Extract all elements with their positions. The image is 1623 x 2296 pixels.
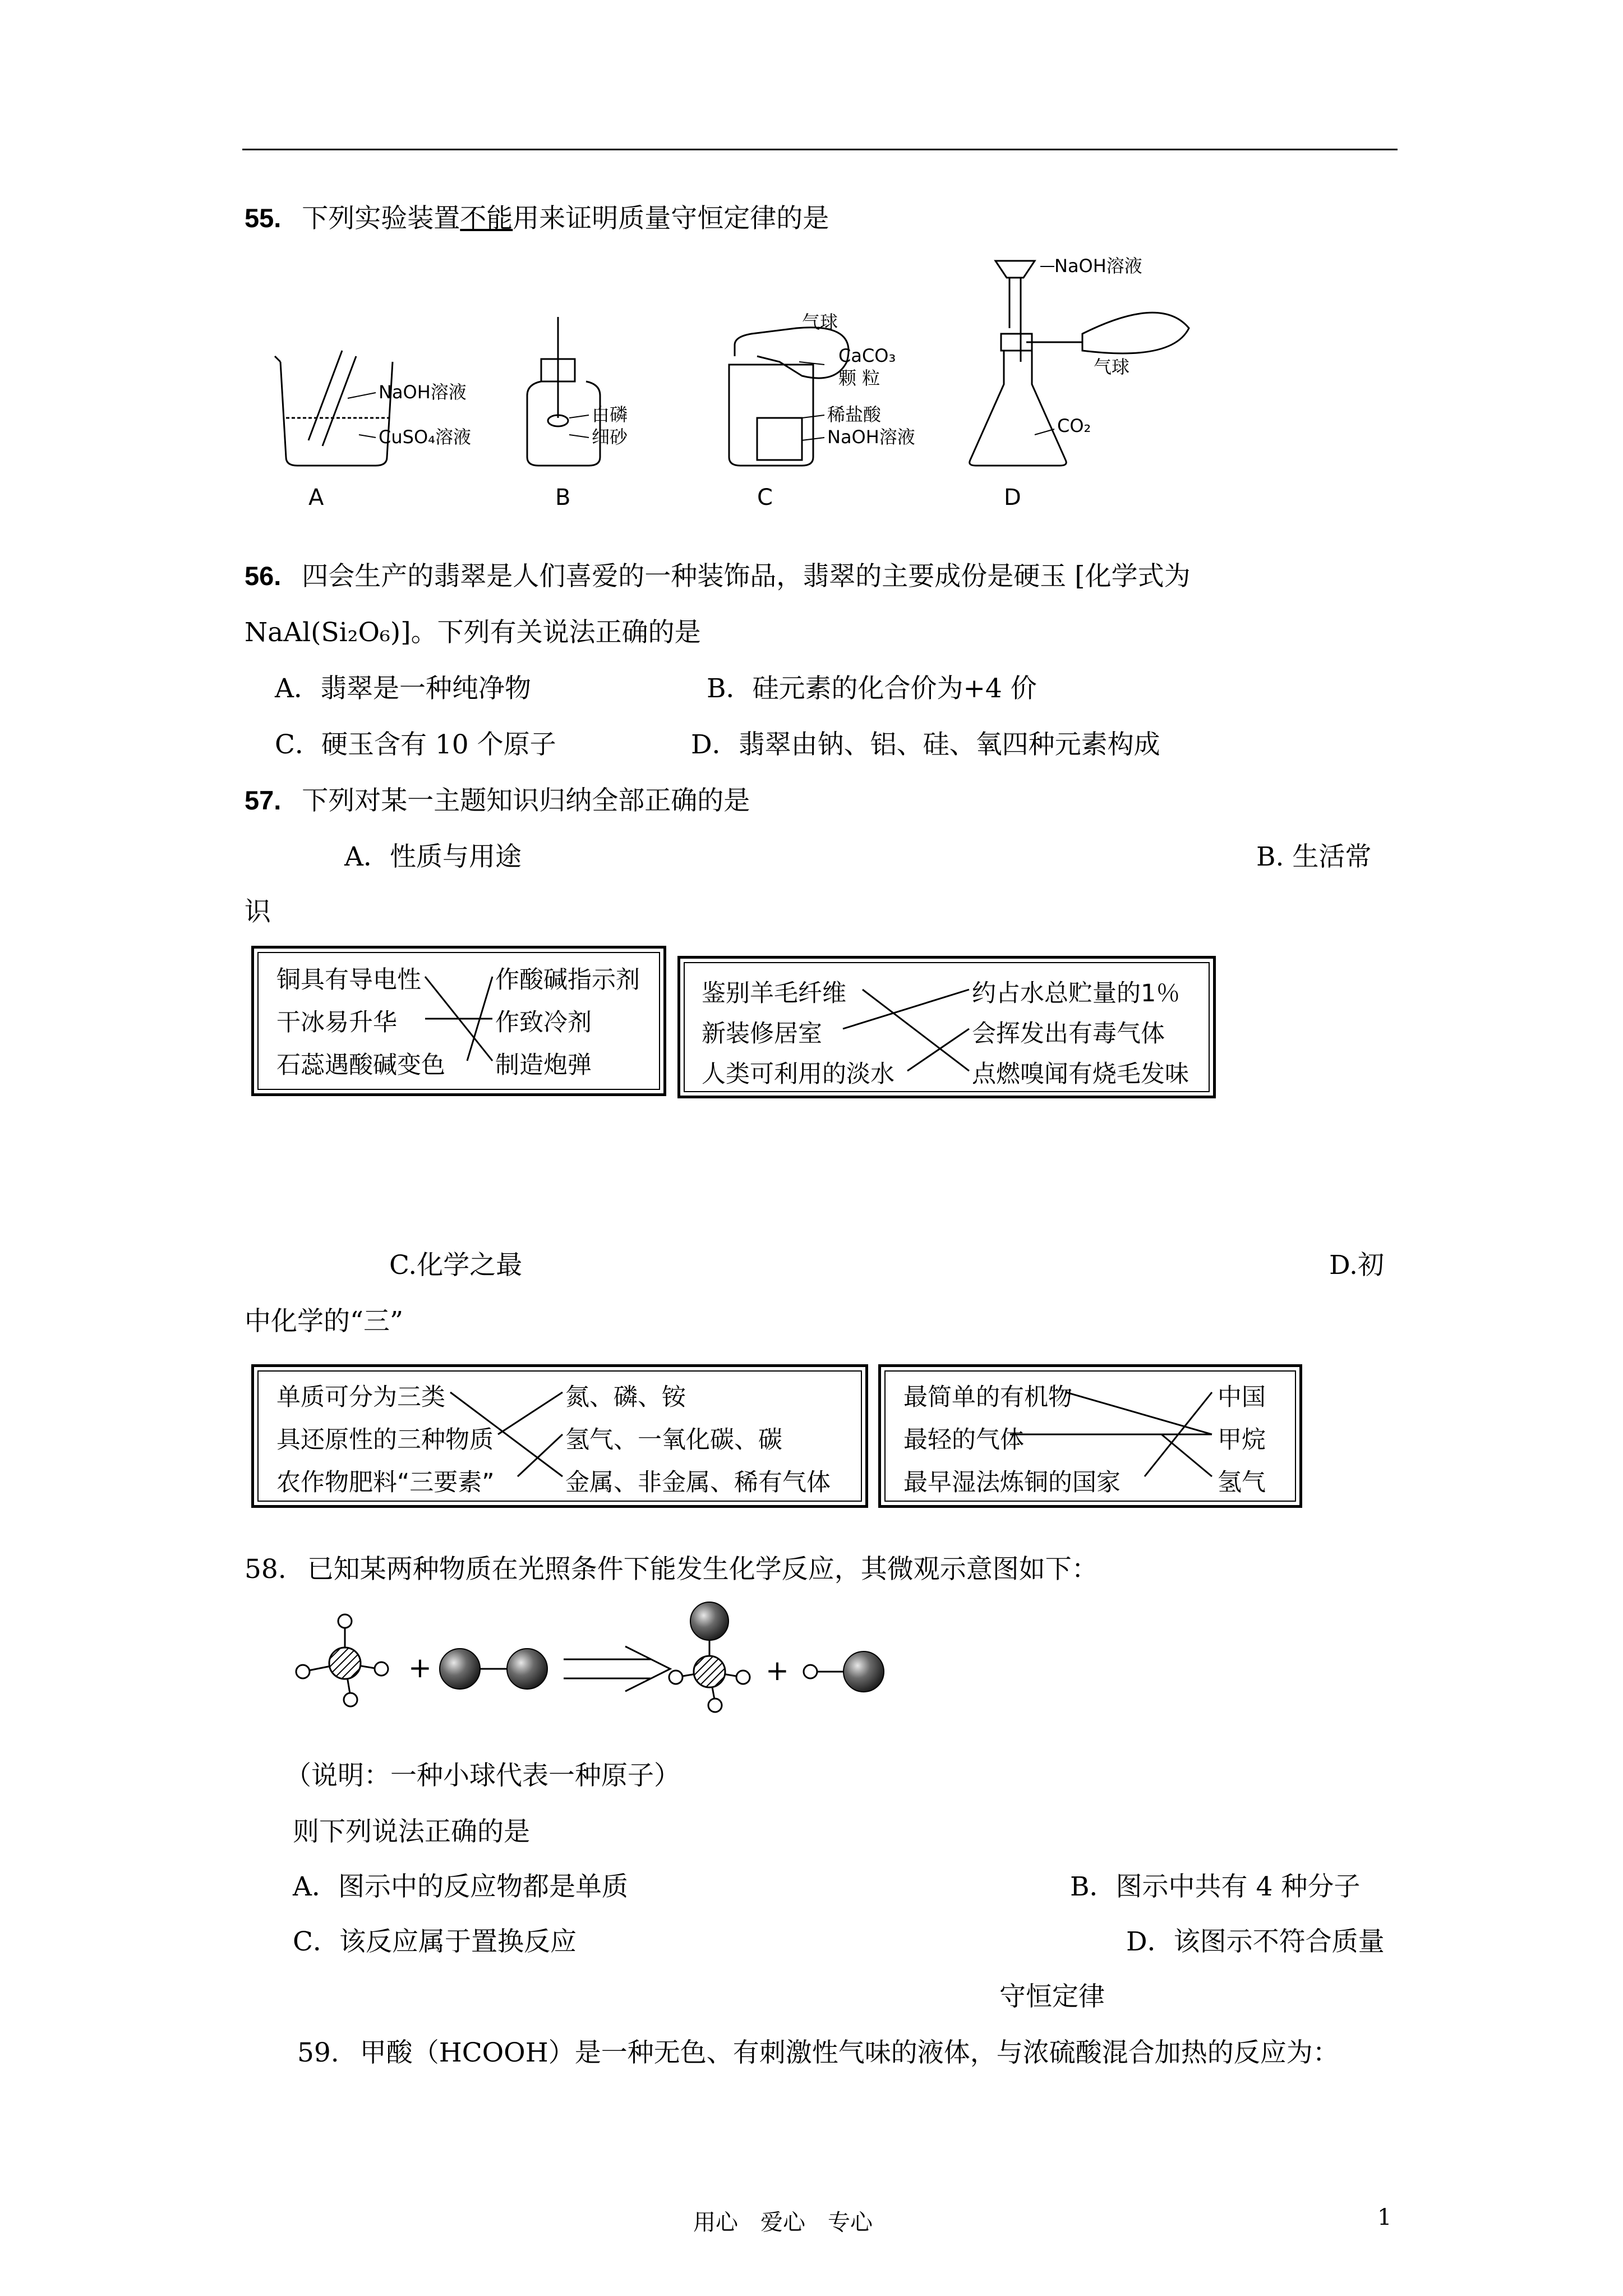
apparatus-d xyxy=(970,255,1189,510)
option-d: D．该图示不符合质量 xyxy=(1126,1926,1385,1957)
box-a-left-2: 干冰易升华 xyxy=(276,1009,397,1037)
question-text: 四会生产的翡翠是人们喜爱的一种装饰品，翡翠的主要成份是硬玉 [化学式为 xyxy=(302,561,1191,592)
option-a-title: A．性质与用途 xyxy=(344,841,522,872)
phosphorus-label: 白磷 xyxy=(592,404,628,425)
reaction-arrow xyxy=(564,1646,670,1691)
box-b-right-3: 点燃嗅闻有烧毛发味 xyxy=(972,1060,1189,1088)
match-box-c xyxy=(251,1364,868,1508)
option-c: C．硬玉含有 10 个原子 xyxy=(275,729,556,760)
plus-sign-2: + xyxy=(766,1654,789,1687)
box-b-right-2: 会挥发出有毒气体 xyxy=(972,1020,1165,1048)
apparatus-a xyxy=(275,351,471,510)
question-59 xyxy=(297,2032,1339,2069)
question-number: 57. xyxy=(245,785,282,815)
question-text: 甲酸（HCOOH）是一种无色、有刺激性气味的液体，与浓硫酸混合加热的反应为： xyxy=(359,2037,1339,2068)
label-b: B xyxy=(555,485,571,510)
chloromethane-molecule xyxy=(669,1602,750,1712)
box-b-lines xyxy=(680,959,1213,1096)
apparatus-figure xyxy=(264,250,1217,519)
question-55 xyxy=(245,197,829,235)
box-b-left-2: 新装修居室 xyxy=(702,1020,822,1048)
box-a-right-1: 作酸碱指示剂 xyxy=(495,966,640,994)
granules-label: 颗 粒 xyxy=(838,367,880,389)
label-c: C xyxy=(757,485,773,510)
question-number: 56. xyxy=(245,561,282,591)
question-number: 59. xyxy=(297,2037,339,2068)
apparatus-c xyxy=(729,311,915,510)
hcl-label: 稀盐酸 xyxy=(827,404,882,425)
box-c-left-3: 农作物肥料“三要素” xyxy=(276,1469,495,1497)
box-c-left-1: 单质可分为三类 xyxy=(276,1383,445,1411)
sand-label: 细砂 xyxy=(592,426,628,448)
question-56-line2: NaAl(Si₂O₆)]。下列有关说法正确的是 xyxy=(245,617,701,648)
box-b-right-1: 约占水总贮量的1％ xyxy=(972,979,1181,1007)
question-text: 已知某两种物质在光照条件下能发生化学反应，其微观示意图如下： xyxy=(307,1554,1098,1585)
box-a-right-3: 制造炮弹 xyxy=(495,1051,592,1079)
option-c-title: C.化学之最 xyxy=(389,1250,523,1281)
match-box-d xyxy=(878,1364,1302,1508)
label-a: A xyxy=(308,485,324,510)
box-d-right-1: 中国 xyxy=(1218,1383,1266,1411)
box-d-right-2: 甲烷 xyxy=(1218,1426,1266,1454)
question-56 xyxy=(245,555,1191,593)
box-d-left-1: 最简单的有机物 xyxy=(903,1383,1072,1411)
box-b-left-1: 鉴别羊毛纤维 xyxy=(702,979,846,1007)
question-text-rest: 用来证明质量守恒定律的是 xyxy=(513,203,829,234)
question-number: 55. xyxy=(245,203,282,233)
page-number: 1 xyxy=(1377,2205,1392,2230)
question-number: 58. xyxy=(245,1554,287,1585)
option-d-cont: 守恒定律 xyxy=(999,1981,1105,2012)
option-b: B．硅元素的化合价为+4 价 xyxy=(707,673,1037,704)
underlined-text: 不能 xyxy=(460,203,513,234)
naoh-label: NaOH溶液 xyxy=(379,381,467,403)
question-58 xyxy=(245,1548,1098,1586)
chlorine-molecule xyxy=(440,1649,547,1689)
option-a: A．翡翠是一种纯净物 xyxy=(275,673,531,704)
cuso4-label: CuSO₄溶液 xyxy=(379,426,471,448)
co2-label: CO₂ xyxy=(1057,415,1091,436)
caco3-label: CaCO₃ xyxy=(838,345,896,366)
box-d-left-3: 最早湿法炼铜的国家 xyxy=(903,1469,1121,1497)
reaction-diagram xyxy=(286,1599,942,1728)
option-a: A．图示中的反应物都是单质 xyxy=(293,1871,628,1902)
option-b-title: B. 生活常 xyxy=(1256,841,1372,872)
option-b-title-cont: 识 xyxy=(245,896,271,927)
match-box-a xyxy=(251,946,666,1096)
box-a-right-2: 作致冷剂 xyxy=(495,1009,592,1037)
question-58-ask: 则下列说法正确的是 xyxy=(293,1816,530,1847)
box-d-lines xyxy=(881,1367,1299,1505)
box-a-lines xyxy=(254,949,663,1093)
diagram-note: （说明：一种小球代表一种原子） xyxy=(285,1760,680,1791)
box-d-right-3: 氢气 xyxy=(1218,1469,1266,1497)
option-d: D．翡翠由钠、铝、硅、氧四种元素构成 xyxy=(691,729,1160,760)
naoh-label-d: NaOH溶液 xyxy=(1054,255,1142,277)
header-rule xyxy=(242,149,1398,150)
balloon-label-d: 气球 xyxy=(1094,356,1130,378)
footer-motto: 用心 爱心 专心 xyxy=(693,2210,873,2235)
methane-molecule xyxy=(296,1614,388,1706)
option-c: C．该反应属于置换反应 xyxy=(293,1926,577,1957)
box-d-left-2: 最轻的气体 xyxy=(903,1426,1024,1454)
box-c-right-2: 氢气、一氧化碳、碳 xyxy=(565,1426,782,1454)
balloon-label: 气球 xyxy=(802,311,838,333)
naoh-label-c: NaOH溶液 xyxy=(827,426,915,448)
apparatus-b xyxy=(527,317,628,510)
question-text: 下列实验装置 xyxy=(302,203,460,234)
hcl-molecule xyxy=(804,1651,884,1692)
box-c-right-1: 氮、磷、铵 xyxy=(565,1383,686,1411)
question-57 xyxy=(245,780,750,817)
plus-sign: + xyxy=(408,1651,432,1684)
box-a-left-1: 铜具有导电性 xyxy=(276,966,421,994)
option-d-title: D.初 xyxy=(1329,1250,1384,1281)
match-box-b xyxy=(677,956,1216,1098)
box-a-left-3: 石蕊遇酸碱变色 xyxy=(276,1051,445,1079)
box-c-right-3: 金属、非金属、稀有气体 xyxy=(565,1469,831,1497)
box-c-left-2: 具还原性的三种物质 xyxy=(276,1426,494,1454)
box-c-lines xyxy=(254,1367,865,1505)
label-d: D xyxy=(1004,485,1021,510)
option-b: B．图示中共有 4 种分子 xyxy=(1070,1871,1361,1902)
question-text: 下列对某一主题知识归纳全部正确的是 xyxy=(302,785,750,816)
box-b-left-3: 人类可利用的淡水 xyxy=(702,1060,895,1088)
option-d-title-cont: 中化学的“三” xyxy=(245,1306,404,1337)
